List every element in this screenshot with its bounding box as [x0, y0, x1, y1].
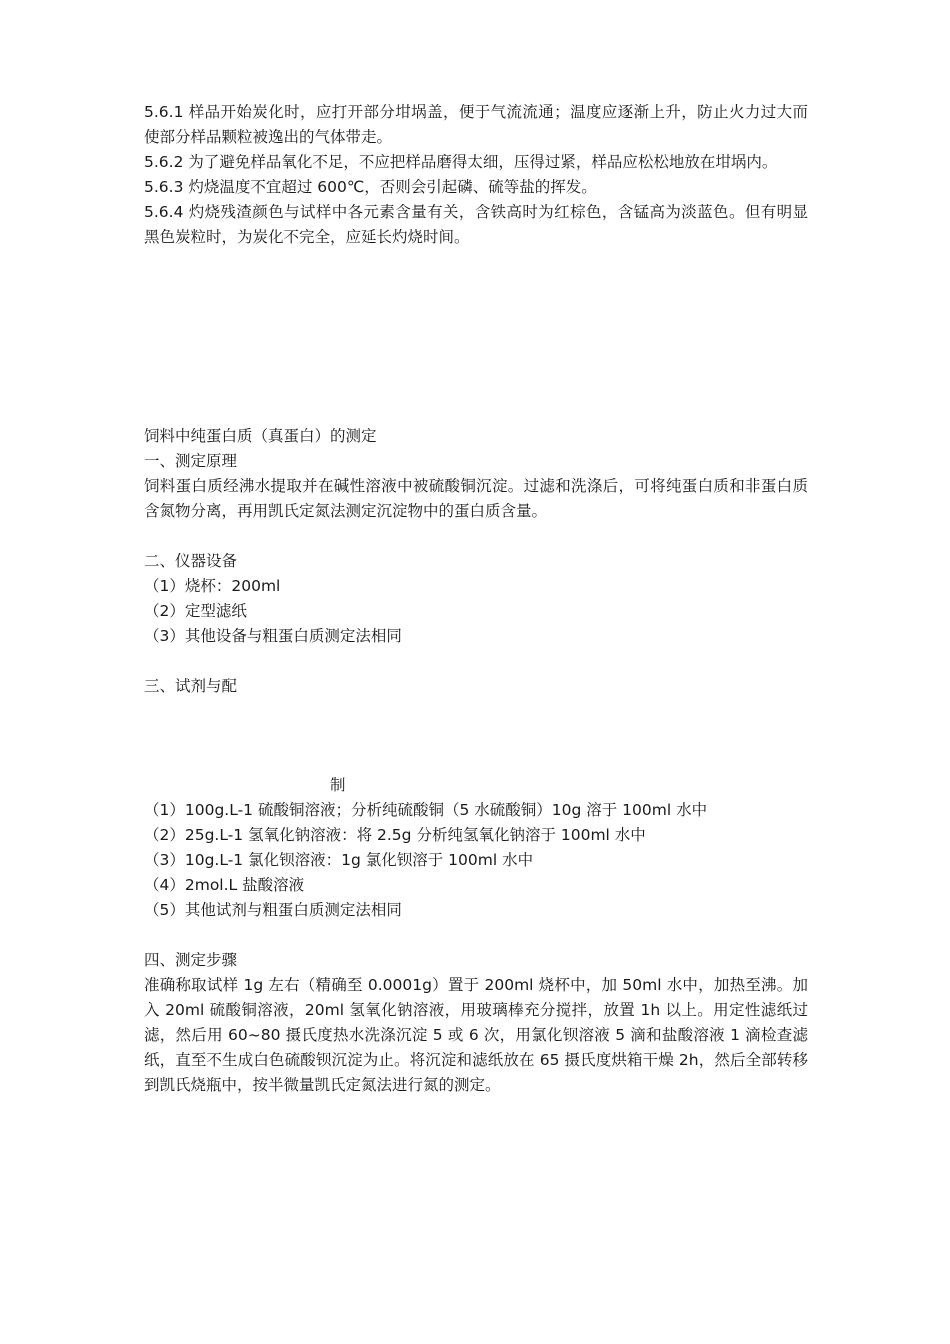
- note-5-6-2: 5.6.2 为了避免样品氧化不足，不应把样品磨得太细，压得过紧，样品应松松地放在坩埚内。: [144, 153, 778, 171]
- reagent-item: （5）其他试剂与粗蛋白质测定法相同: [144, 901, 402, 919]
- section-equipment-heading: 二、仪器设备: [144, 552, 238, 570]
- equipment-item: （2）定型滤纸: [144, 602, 247, 620]
- section-principle-text: 饲料蛋白质经沸水提取并在碱性溶液中被硫酸铜沉淀。过滤和洗涤后，可将纯蛋白质和非蛋白质含氮物分离，再用凯氏定氮法测定沉淀物中的蛋白质含量。: [144, 477, 808, 520]
- notes-section: [144, 100, 808, 250]
- reagent-item: （2）25g.L-1 氢氧化钠溶液：将 2.5g 分析纯氢氧化钠溶于 100ml 水中: [144, 826, 646, 844]
- section-reagents-heading-tail: 制: [330, 776, 346, 794]
- reagent-item: （1）100g.L-1 硫酸铜溶液；分析纯硫酸铜（5 水硫酸铜）10g 溶于 100ml 水中: [144, 801, 708, 819]
- reagent-item: （3）10g.L-1 氯化钡溶液：1g 氯化钡溶于 100ml 水中: [144, 851, 534, 869]
- document-title: 饲料中纯蛋白质（真蛋白）的测定: [144, 427, 377, 445]
- section-procedure-text: 准确称取试样 1g 左右（精确至 0.0001g）置于 200ml 烧杯中，加 50ml 水中，加热至沸。加入 20ml 硫酸铜溶液，20ml 氢氧化钠溶液，用玻璃棒充分搅拌，放置 1h 以上。用定性滤纸过滤，然后用 60~80 摄氏度热水洗涤沉淀 5 或 6 次，用氯化钡溶液 5 滴和盐酸溶液 1 滴检查滤纸，直至不生成白色硫酸钡沉淀为止。将沉淀和滤纸放在 65 摄氏度烘箱干燥 2h，然后全部转移到凯氏烧瓶中，按半微量凯氏定氮法进行氮的测定。: [144, 976, 808, 1094]
- note-5-6-1: 5.6.1 样品开始炭化时，应打开部分坩埚盖，便于气流流通；温度应逐渐上升，防止火力过大而使部分样品颗粒被逸出的气体带走。: [144, 103, 808, 146]
- note-5-6-3: 5.6.3 灼烧温度不宜超过 600℃，否则会引起磷、硫等盐的挥发。: [144, 178, 597, 196]
- note-5-6-4: 5.6.4 灼烧残渣颜色与试样中各元素含量有关，含铁高时为红棕色，含锰高为淡蓝色。但有明显黑色炭粒时，为炭化不完全，应延长灼烧时间。: [144, 203, 808, 246]
- method-section: [144, 424, 808, 699]
- equipment-item: （3）其他设备与粗蛋白质测定法相同: [144, 627, 402, 645]
- equipment-item: （1）烧杯：200ml: [144, 577, 281, 595]
- reagent-item: （4）2mol.L 盐酸溶液: [144, 876, 305, 894]
- section-procedure-heading: 四、测定步骤: [144, 951, 238, 969]
- section-reagents-heading: 三、试剂与配: [144, 677, 238, 695]
- reagents-list: [144, 798, 808, 1098]
- section-principle-heading: 一、测定原理: [144, 452, 238, 470]
